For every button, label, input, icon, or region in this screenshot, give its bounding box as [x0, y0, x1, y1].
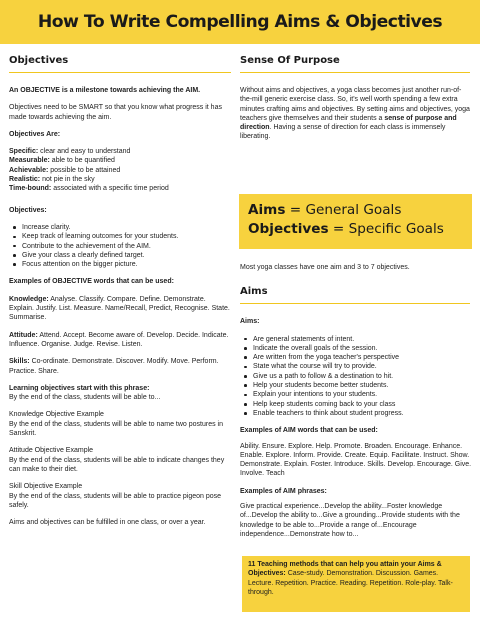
objectives-list-label: Objectives:	[9, 206, 47, 214]
list-item: Are written from the yoga teacher's perspective	[240, 353, 472, 362]
skills-words: Skills: Co-ordinate. Demonstrate. Discover. Modify. Move. Perform. Practice. Share.	[9, 358, 219, 375]
list-item: Help keep students coming back to your class	[240, 400, 472, 409]
smart-item: Specific: clear and easy to understand	[9, 148, 131, 156]
smart-item: Achievable: possible to be attained	[9, 166, 121, 174]
phrase-label: Learning objectives start with this phrase:	[9, 384, 150, 392]
knowledge-words: Knowledge: Analyse. Classify. Compare. Define. Demonstrate. Explain. Justify. List. Measure. Name/Recall, Predict, Recognise. State. Summarise.	[9, 295, 230, 322]
list-item: Explain your intentions to your students.	[240, 390, 472, 399]
goals-callout	[239, 194, 472, 249]
attitude-example-title: Attitude Objective Example	[9, 447, 94, 455]
aim-words: Ability. Ensure. Explore. Help. Promote. Broaden. Encourage. Enhance. Enable. Explore. Inform. Provide. Create. Equip. Facilitate. Instruct. Show. Demonstrate. Explain. Foster. Introduce. Skills. Develop. Encourage. Give. Involve. Teach	[240, 442, 472, 478]
attitude-words: Attitude: Attend. Accept. Become aware of. Develop. Decide. Indicate. Influence. Organise. Judge. Revise. Listen.	[9, 331, 229, 348]
list-item: Give us a path to follow & a destination to hit.	[240, 372, 472, 381]
purpose-paragraph: Without aims and objectives, a yoga class becomes just another run-of-the-mill generic exercise class. So, it's well worth spending a few extra minutes crafting aims and objectives. By setting aims and objectives, yoga teachers give themselves and their students a sense of purpose and direction. Having a sense of direction for each class is immensely liberating.	[240, 87, 470, 141]
objectives-goal-line: Objectives = Specific Goals	[248, 221, 444, 237]
objectives-column	[9, 52, 231, 527]
smart-item: Measurable: able to be quantified	[9, 157, 115, 165]
attitude-example-text: By the end of the class, students will be able to indicate changes they can make to their diet.	[9, 456, 225, 473]
list-item: Enable teachers to think about student progress.	[240, 409, 472, 418]
objectives-heading: Objectives	[9, 52, 231, 73]
purpose-column	[240, 52, 472, 142]
count-text: Most yoga classes have one aim and 3 to 7 objectives.	[240, 264, 410, 271]
closing-text: Aims and objectives can be fulfilled in one class, or over a year.	[9, 519, 206, 527]
list-item: Contribute to the achievement of the AIM.	[9, 242, 231, 251]
list-item: Indicate the overall goals of the session.	[240, 344, 472, 353]
phrase-text: By the end of the class, students will be able to...	[9, 394, 161, 402]
objective-definition: An OBJECTIVE is a milestone towards achieving the AIM.	[9, 87, 201, 94]
list-item: Give your class a clearly defined target.	[9, 251, 231, 260]
skill-example-title: Skill Objective Example	[9, 483, 83, 491]
objective-words-label: Examples of OBJECTIVE words that can be used:	[9, 278, 174, 286]
aims-bullets	[240, 335, 472, 419]
aims-column	[240, 263, 472, 539]
teaching-methods-text: 11 Teaching methods that can help you attain your Aims & Objectives: Case-study. Demonstration. Discussion. Games. Lecture. Repetition. Practice. Reading. Repetition. Role-play. Talk-through.	[248, 561, 453, 597]
objectives-bullets	[9, 223, 231, 269]
skill-example-text: By the end of the class, students will be able to practice pigeon pose safely.	[9, 492, 222, 509]
list-item: Focus attention on the bigger picture.	[9, 260, 231, 269]
title-banner	[0, 0, 480, 44]
smart-item: Realistic: not pie in the sky	[9, 176, 95, 184]
objectives-are-label: Objectives Are:	[9, 130, 61, 138]
aim-words-label: Examples of AIM words that can be used:	[240, 427, 378, 435]
aim-phrases-label: Examples of AIM phrases:	[240, 487, 327, 495]
smart-list	[9, 147, 231, 193]
aims-label: Aims:	[240, 318, 260, 326]
list-item: Keep track of learning outcomes for your students.	[9, 232, 231, 241]
knowledge-example-text: By the end of the class, students will be able to name two postures in Sanskrit.	[9, 420, 224, 438]
page-title: How To Write Compelling Aims & Objectives	[37, 12, 443, 32]
list-item: Are general statements of intent.	[240, 335, 472, 344]
purpose-heading: Sense Of Purpose	[240, 52, 470, 73]
list-item: Increase clarity.	[9, 223, 231, 232]
aims-heading: Aims	[240, 283, 470, 304]
teaching-methods-callout	[242, 556, 470, 612]
knowledge-example-title: Knowledge Objective Example	[9, 411, 104, 419]
aim-phrases: Give practical experience...Develop the ability...Foster knowledge of...Develop the ability to...Give a grounding...Provide students with the knowledge to be able to...Provide a range of...Encourage independence...Demonstrate how to...	[240, 503, 460, 538]
smart-intro: Objectives need to be SMART so that you know what progress it has made towards achieving the aim.	[9, 104, 222, 121]
list-item: Help your students become better students.	[240, 381, 472, 390]
smart-item: Time-bound: associated with a specific time period	[9, 185, 169, 193]
list-item: State what the course will try to provide.	[240, 362, 472, 371]
aims-goal-line: Aims = General Goals	[248, 202, 402, 218]
